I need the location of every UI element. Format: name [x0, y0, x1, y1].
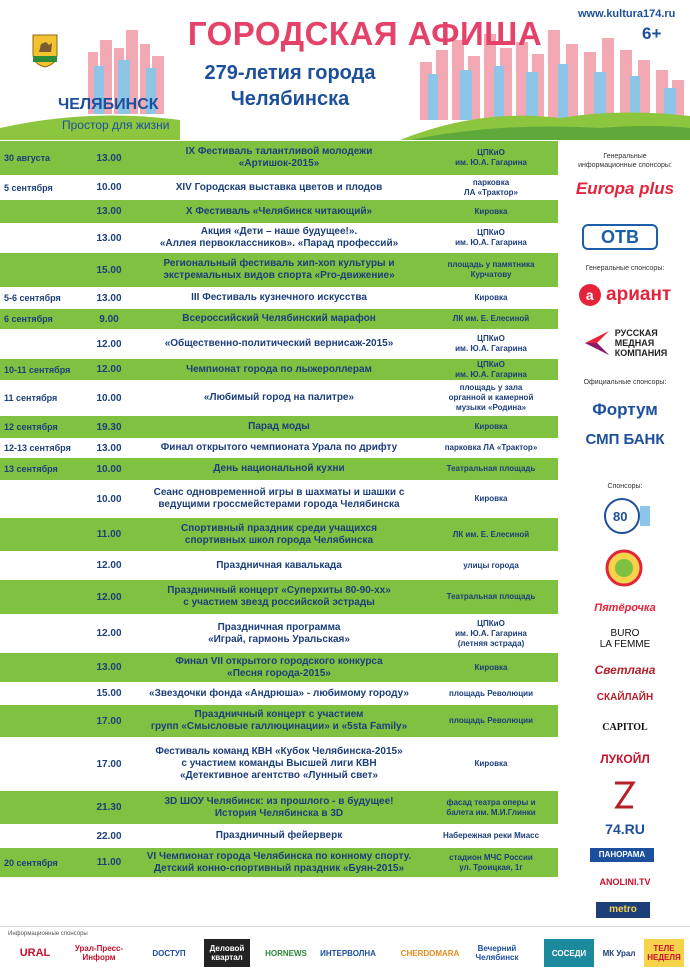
- event-date: 6 сентября: [4, 314, 53, 324]
- schedule-row: [0, 223, 558, 252]
- footer-logo-cherdomara: CHERDOMARA: [400, 948, 460, 958]
- event-date: [4, 580, 84, 614]
- footer-logo-dostup: DOСТУП: [152, 948, 186, 958]
- capitol-logo: CAPITOL: [602, 722, 648, 733]
- svg-text:80: 80: [613, 509, 628, 524]
- poster-subtitle-line1: 279-летия города: [204, 62, 376, 84]
- footer-logo-vecherniy-chelyabinsk: Вечерний Челябинск: [475, 944, 519, 962]
- event-date: [4, 738, 84, 790]
- event-date: [4, 481, 84, 517]
- event-time: 13.00: [96, 662, 122, 673]
- event-title: Сеанс одновременной игры в шахматы и шашки с ведущими гроссмейстерами города Челябинска: [153, 487, 405, 510]
- event-time: 19.30: [96, 421, 122, 433]
- rmk-label: РУССКАЯ МЕДНАЯ КОМПАНИЯ: [614, 328, 668, 358]
- event-date: [4, 791, 84, 824]
- event-time: 15.00: [96, 688, 122, 699]
- event-date: [4, 552, 84, 579]
- event-title: X Фестиваль «Челябинск читающий»: [185, 205, 373, 217]
- event-date: 12 сентября: [4, 422, 58, 432]
- schedule-row: [0, 140, 558, 175]
- event-date: [4, 683, 84, 704]
- footer-logo-delovoy-kvartal: Деловой квартал: [204, 939, 250, 967]
- event-date: [4, 330, 84, 358]
- schedule-row: [0, 847, 558, 877]
- event-title: Парад моды: [248, 421, 310, 432]
- event-title: Финал VII открытого городского конкурса «Песня города-2015»: [175, 655, 383, 679]
- event-venue: парковка ЛА «Трактор»: [444, 443, 538, 452]
- footer-logo-intervolna: ИНТЕРВОЛНА: [320, 948, 376, 958]
- event-time: 12.00: [96, 591, 122, 603]
- event-time: 10.00: [96, 392, 122, 404]
- event-title: Региональный фестиваль хип-хоп культуры и экстремальных видов спорта «Pro-движение»: [163, 258, 395, 281]
- skyline-logo: СКАЙЛАЙН: [596, 692, 654, 703]
- metro-logo: metro: [596, 902, 650, 918]
- anniversary-80-emblem-icon: [602, 496, 652, 536]
- footer-logo-sosedi: СОСЕДИ: [544, 939, 594, 967]
- footer-logo-tele-nedelya: ТЕЛЕ НЕДЕЛЯ: [644, 939, 684, 967]
- rmk-logo: [570, 322, 680, 364]
- city-slogan: Простор для жизни: [62, 118, 170, 132]
- event-time: 17.00: [96, 758, 122, 770]
- event-title: Праздничный концерт с участием групп «Смысловые галлюцинации» и «5sta Family»: [150, 709, 408, 732]
- event-time: 9.00: [99, 313, 119, 325]
- event-title: Спортивный праздник среди учащихся спортивных школ города Челябинска: [181, 522, 377, 546]
- event-time: 13.00: [96, 206, 122, 217]
- schedule-row: [0, 457, 558, 480]
- schedule-row: [0, 614, 558, 652]
- event-title: Праздничный концерт «Суперхиты 80-90-хх» с участием звезд российской эстрады: [167, 585, 391, 608]
- city-logo: ЧЕЛЯБИНСК: [58, 96, 159, 113]
- event-date: [4, 224, 84, 252]
- schedule-row: [0, 438, 558, 457]
- footer-logo-ural: URAL: [19, 946, 51, 959]
- event-venue: площадь Революции: [449, 688, 533, 698]
- otv-logo: ОТВ: [582, 224, 658, 250]
- coat-of-arms-icon: [32, 34, 58, 68]
- schedule-row: [0, 480, 558, 517]
- schedule-row: [0, 790, 558, 824]
- event-venue: площадь у зала органной и камерной музыки «Родина»: [448, 383, 534, 412]
- info-sponsors-caption: Генеральные информационные спонсоры:: [578, 153, 672, 169]
- event-venue: ЦПКиО им. Ю.А. Гагарина: [455, 334, 527, 353]
- event-title: День национальной кухни: [213, 463, 345, 474]
- schedule-row: [0, 329, 558, 358]
- schedule-row: [0, 682, 558, 704]
- schedule-row: [0, 517, 558, 551]
- event-title: Фестиваль команд КВН «Кубок Челябинска-2015» с участием команды Высшей лиги КВН «Детективное агентство «Лунный свет»: [155, 746, 403, 781]
- pyaterochka-logo: Пятёрочка: [594, 602, 656, 614]
- event-time: 13.00: [96, 152, 122, 164]
- event-time: 15.00: [96, 264, 122, 276]
- anolini-tv-logo: ANOLINI.TV: [599, 877, 651, 887]
- footer-logo-hornews: HORNEWS: [265, 948, 307, 958]
- footer-logo-ural-press: Урал-Пресс-Информ: [74, 944, 124, 962]
- poster-title: ГОРОДСКАЯ АФИША: [187, 15, 543, 52]
- event-date: 30 августа: [4, 153, 50, 163]
- event-title: «Любимый город на палитре»: [203, 392, 355, 403]
- event-venue: ЛК им. Е. Елесиной: [452, 529, 530, 539]
- schedule-row: [0, 287, 558, 308]
- 74ru-logo: 74.RU: [605, 821, 645, 837]
- event-venue: Театральная площадь: [446, 464, 536, 473]
- event-time: 13.00: [96, 442, 122, 454]
- event-date: [4, 518, 84, 551]
- event-title: III Фестиваль кузнечного искусства: [191, 292, 367, 303]
- rmk-mark-icon: [583, 329, 611, 357]
- event-date: 12-13 сентября: [4, 443, 71, 453]
- ariant-logo: [570, 280, 680, 310]
- schedule-row: [0, 824, 558, 847]
- fortum-logo: Фортум: [592, 400, 658, 419]
- event-title: XIV Городская выставка цветов и плодов: [175, 181, 383, 193]
- schedule-row: [0, 704, 558, 737]
- event-venue: ЦПКиО им. Ю.А. Гагарина: [455, 228, 527, 247]
- event-venue: ЦПКиО им. Ю.А. Гагарина: [455, 359, 527, 379]
- schedule-row: [0, 175, 558, 199]
- event-venue: Кировка: [474, 759, 508, 768]
- event-venue: ЦПКиО им. Ю.А. Гагарина (летняя эстрада): [455, 618, 527, 648]
- event-date: [4, 615, 84, 652]
- event-time: 10.00: [96, 493, 122, 505]
- event-venue: Кировка: [474, 293, 508, 302]
- schedule-row: [0, 737, 558, 790]
- event-venue: парковка ЛА «Трактор»: [463, 177, 519, 197]
- event-time: 13.00: [96, 232, 122, 244]
- event-time: 17.00: [96, 715, 122, 727]
- event-date: [4, 653, 84, 682]
- z-emblem-icon: [612, 780, 636, 810]
- event-date: 10-11 сентября: [4, 364, 71, 375]
- event-title: 3D ШОУ Челябинск: из прошлого - в будущее! История Челябинска в 3D: [164, 795, 394, 819]
- event-title: «Общественно-политический вернисаж-2015»: [164, 338, 394, 349]
- event-venue: Набережная реки Миасс: [442, 831, 540, 840]
- schedule-row: [0, 252, 558, 287]
- event-date: 20 сентября: [4, 857, 58, 868]
- schedule-row: [0, 199, 558, 223]
- event-date: [4, 825, 84, 847]
- event-title: VI Чемпионат города Челябинска по конному спорту. Детский конно-спортивный праздник «Буян-2015»: [146, 850, 412, 874]
- event-title: «Звездочки фонда «Андрюша» - любимому городу»: [149, 687, 409, 699]
- event-time: 10.00: [96, 182, 122, 193]
- event-schedule: [0, 140, 558, 926]
- schedule-row: [0, 579, 558, 614]
- event-date: 11 сентября: [4, 393, 58, 403]
- event-title: Чемпионат города по лыжероллерам: [186, 363, 372, 375]
- event-title: Акция «Дети – наше будущее!». «Аллея первоклассников». «Парад профессий»: [159, 226, 399, 249]
- event-time: 21.30: [96, 802, 122, 813]
- event-time: 11.00: [96, 529, 122, 540]
- footer-caption: Информационные спонсоры: [8, 931, 88, 937]
- schedule-row: [0, 380, 558, 415]
- event-title: Всероссийский Челябинский марафон: [182, 313, 376, 324]
- sponsors-panel: [560, 140, 690, 926]
- event-title: Праздничная программа «Играй, гармонь Уральская»: [208, 621, 350, 645]
- event-title: Праздничная кавалькада: [216, 559, 342, 571]
- schedule-row: [0, 308, 558, 329]
- event-venue: фасад театра оперы и балета им. М.И.Глинки: [446, 797, 536, 817]
- footer-info-sponsors: [0, 926, 690, 972]
- event-date: 13 сентября: [4, 464, 58, 474]
- event-time: 10.00: [96, 463, 122, 475]
- lukoil-logo: ЛУКОЙЛ: [600, 752, 650, 766]
- event-venue: площадь у памятника Курчатову: [447, 260, 535, 279]
- event-venue: улицы города: [463, 560, 519, 570]
- footer-logo-mk: МК Урал: [602, 948, 636, 958]
- event-time: 11.00: [96, 857, 122, 868]
- ariant-label: ариант: [606, 284, 672, 305]
- childrens-emblem-icon: [604, 548, 644, 588]
- event-time: 12.00: [96, 628, 122, 639]
- event-date: [4, 200, 84, 223]
- age-rating-badge: 6+: [642, 24, 662, 43]
- ariant-mark-icon: a: [579, 284, 601, 306]
- poster-header: [0, 0, 690, 140]
- europa-plus-logo: Europa plus: [575, 179, 675, 198]
- event-venue: Кировка: [474, 422, 508, 431]
- event-date: [4, 253, 84, 287]
- schedule-row: [0, 358, 558, 380]
- event-time: 12.00: [96, 364, 122, 375]
- svetlana-logo: Светлана: [594, 663, 656, 677]
- schedule-row: [0, 652, 558, 682]
- event-title: Финал открытого чемпионата Урала по дрифту: [160, 442, 398, 453]
- sponsors-caption: Спонсоры:: [607, 483, 643, 490]
- schedule-row: [0, 551, 558, 579]
- event-venue: ЛК им. Е. Елесиной: [452, 314, 530, 323]
- event-time: 22.00: [96, 830, 122, 842]
- event-venue: стадион МЧС России ул. Троицкая, 1г: [449, 852, 533, 872]
- event-venue: Кировка: [474, 206, 508, 216]
- event-venue: Театральная площадь: [446, 592, 536, 601]
- schedule-row: [0, 415, 558, 438]
- event-venue: Кировка: [474, 494, 508, 503]
- website-link[interactable]: www.kultura174.ru: [578, 8, 676, 20]
- event-title: Праздничный фейерверк: [215, 830, 343, 841]
- event-time: 12.00: [96, 338, 122, 350]
- event-time: 13.00: [96, 292, 122, 304]
- event-venue: Кировка: [474, 662, 508, 672]
- smp-bank-logo: СМП БАНК: [585, 431, 665, 448]
- event-venue: ЦПКиО им. Ю.А. Гагарина: [455, 148, 527, 167]
- event-date: 5 сентября: [4, 182, 53, 193]
- official-sponsors-caption: Официальные спонсоры:: [583, 379, 667, 386]
- event-title: IX Фестиваль талантливой молодежи «Артишок-2015»: [185, 146, 373, 169]
- event-date: [4, 705, 84, 737]
- event-time: 12.00: [96, 560, 122, 571]
- event-date: 5-6 сентября: [4, 293, 61, 303]
- poster-subtitle-line2: Челябинска: [230, 88, 350, 110]
- general-sponsors-caption: Генеральные спонсоры:: [585, 265, 665, 272]
- buro-logo: BURO LA FEMME: [599, 628, 651, 650]
- event-venue: площадь Революции: [449, 716, 533, 725]
- panorama-logo: ПАНОРАМА: [590, 848, 654, 862]
